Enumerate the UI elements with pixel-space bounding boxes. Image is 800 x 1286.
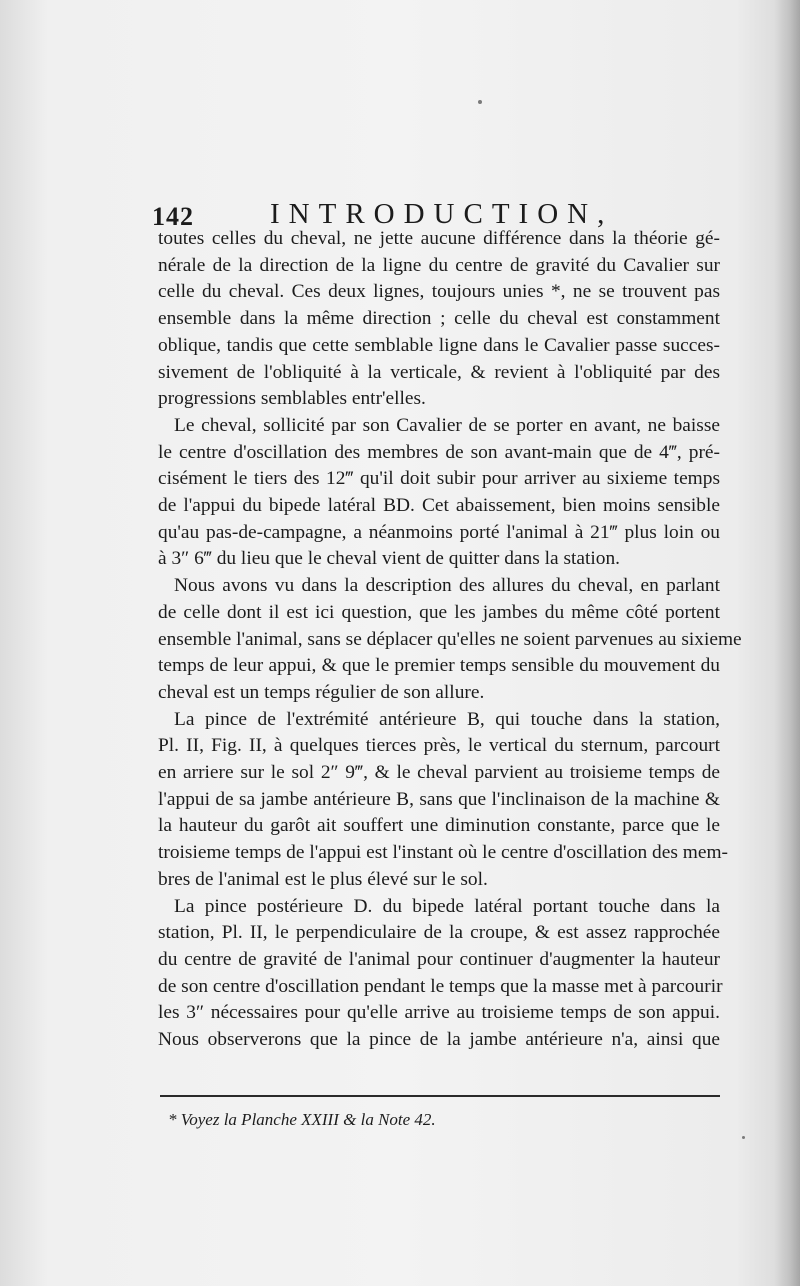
text-line: La pince de l'extrémité antérieure B, qui touche dans la station,	[174, 708, 720, 730]
text-line: Pl. II, Fig. II, à quelques tierces près, le vertical du sternum, parcourt	[158, 735, 720, 757]
paper-speck	[478, 100, 482, 104]
text-line: La pince postérieure D. du bipede latéral portant touche dans la	[174, 895, 720, 917]
text-line: Nous observerons que la pince de la jambe antérieure n'a, ainsi que	[158, 1029, 720, 1051]
text-line: en arriere sur le sol 2″ 9‴, & le cheval parvient au troisieme temps de	[158, 762, 720, 784]
text-line: de son centre d'oscillation pendant le temps que la masse met à parcourir	[158, 975, 723, 997]
text-line: du centre de gravité de l'animal pour continuer d'augmenter la hauteur	[158, 948, 720, 970]
text-line: Le cheval, sollicité par son Cavalier de se porter en avant, ne baisse	[174, 414, 720, 436]
text-line: station, Pl. II, le perpendiculaire de la croupe, & est assez rapprochée	[158, 922, 720, 944]
text-line: les 3″ nécessaires pour qu'elle arrive au troisieme temps de son appui.	[158, 1002, 720, 1024]
text-line: cheval est un temps régulier de son allure.	[158, 681, 485, 703]
text-line: ensemble dans la même direction ; celle du cheval est constamment	[158, 308, 720, 330]
text-line: ensemble l'animal, sans se déplacer qu'elles ne soient parvenues au sixieme	[158, 628, 742, 650]
text-line: l'appui de sa jambe antérieure B, sans que l'inclinaison de la machine &	[158, 788, 720, 810]
text-line: de l'appui du bipede latéral BD. Cet abaissement, bien moins sensible	[158, 495, 720, 517]
text-line: le centre d'oscillation des membres de son avant-main que de 4‴, pré-	[158, 441, 720, 463]
text-line: la hauteur du garôt ait souffert une diminution constante, parce que le	[158, 815, 720, 837]
text-line: progressions semblables entr'elles.	[158, 388, 426, 410]
page-number: 142	[152, 202, 194, 231]
text-line: oblique, tandis que cette semblable ligne dans le Cavalier passe succes-	[158, 334, 720, 356]
text-line: celle du cheval. Ces deux lignes, toujours unies *, ne se trouvent pas	[158, 281, 720, 303]
text-line: sivement de l'obliquité à la verticale, & revient à l'obliquité par des	[158, 361, 720, 383]
text-line: troisieme temps de l'appui est l'instant où le centre d'oscillation des mem-	[158, 842, 728, 864]
footnote-rule	[160, 1095, 720, 1097]
text-line: nérale de la direction de la ligne du centre de gravité du Cavalier sur	[158, 254, 720, 276]
page-edge-shadow	[774, 0, 800, 1286]
text-line: toutes celles du cheval, ne jette aucune différence dans la théorie gé-	[158, 228, 720, 249]
text-line: bres de l'animal est le plus élevé sur le sol.	[158, 868, 488, 890]
text-line: qu'au pas-de-campagne, a néanmoins porté l'animal à 21‴ plus loin ou	[158, 521, 720, 543]
text-line: cisément le tiers des 12‴ qu'il doit subir pour arriver au sixieme temps	[158, 468, 720, 490]
text-line: de celle dont il est ici question, que les jambes du même côté portent	[158, 601, 720, 623]
running-title: INTRODUCTION,	[270, 198, 614, 230]
text-line: à 3″ 6‴ du lieu que le cheval vient de quitter dans la station.	[158, 548, 621, 570]
paper-speck	[742, 1136, 745, 1139]
text-line: Nous avons vu dans la description des allures du cheval, en parlant	[174, 575, 720, 597]
footnote: * Voyez la Planche XXIII & la Note 42.	[168, 1110, 436, 1129]
body-text	[158, 226, 742, 1054]
text-line: temps de leur appui, & que le premier temps sensible du mouvement du	[158, 655, 720, 677]
